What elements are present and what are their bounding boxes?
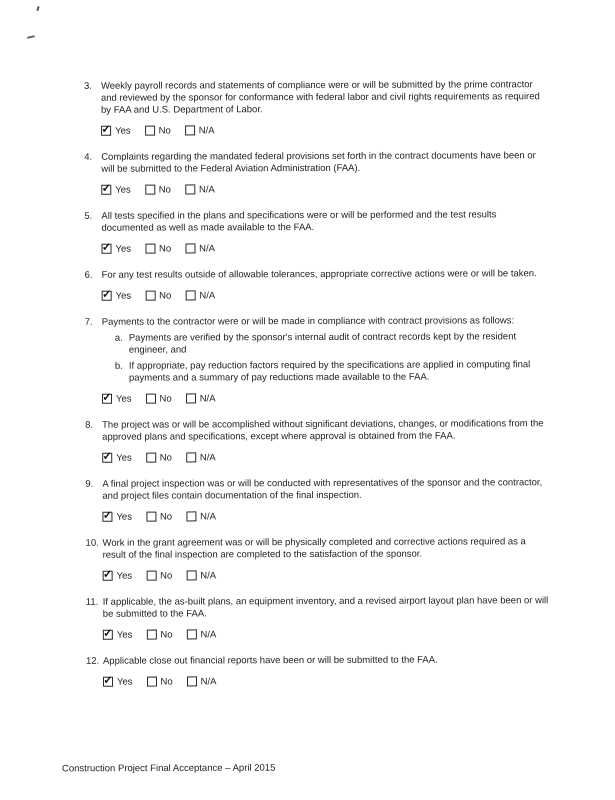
answer-row [101,123,549,137]
item-text: For any test results outside of allowable tolerances, appropriate corrective actions were or will be taken. [101,268,537,281]
no-option [146,452,172,463]
yes-checkbox[interactable] [102,450,112,463]
item-text: Applicable close out financial reports have been or will be submitted to the FAA. [102,654,438,667]
checklist-item [86,595,551,641]
page-footer: Construction Project Final Acceptance – April 2015 [61,762,276,775]
no-label: No [158,184,171,196]
yes-checkbox[interactable] [103,627,113,640]
na-checkbox[interactable] [186,393,196,403]
yes-option [103,570,133,581]
no-checkbox[interactable] [146,571,156,581]
na-option [186,629,216,640]
na-option [185,290,215,301]
no-option [146,570,172,581]
na-checkbox[interactable] [186,511,196,521]
item-number: 8. [85,419,94,431]
item-number: 12. [85,655,100,667]
item-number: 11. [85,596,99,608]
item-body [102,268,550,302]
yes-checkbox[interactable] [102,391,112,404]
yes-option [101,184,131,195]
yes-checkbox[interactable] [103,568,113,581]
no-checkbox[interactable] [146,630,156,640]
yes-label: Yes [116,676,133,688]
answer-row [102,288,550,302]
checkmark-icon: ✓ [101,182,111,195]
na-checkbox[interactable] [186,629,196,639]
sub-item-letter: a. [114,332,123,344]
no-label: No [159,511,173,523]
yes-checkbox[interactable] [102,288,112,301]
checkmark-icon: ✓ [102,450,112,463]
na-label: N/A [199,451,216,463]
yes-option [103,676,133,687]
checklist-item [85,418,550,464]
checklist-item [86,536,551,582]
na-label: N/A [199,392,216,404]
na-label: N/A [200,569,217,581]
item-number: 9. [85,478,94,490]
item-text: Work in the grant agreement was or will be physically completed and corrective actions required as a result of the final inspection are completed to the satisfaction of the sponsor. [102,536,526,561]
yes-option [103,629,133,640]
yes-label: Yes [116,570,133,582]
checkmark-icon: ✓ [102,391,112,404]
item-text: Payments to the contractor were or will be made in compliance with contract provisions as follows: [101,315,515,328]
na-checkbox[interactable] [186,570,196,580]
yes-checkbox[interactable] [101,182,111,195]
checkmark-icon: ✓ [102,509,113,522]
item-body [102,418,550,464]
na-checkbox[interactable] [185,243,195,253]
na-option [185,125,215,136]
sub-item [115,359,550,385]
yes-label: Yes [116,511,132,523]
yes-label: Yes [115,184,131,196]
no-label: No [158,125,171,137]
checklist-item [85,268,550,302]
na-option [186,393,216,404]
no-checkbox[interactable] [146,677,156,687]
no-checkbox[interactable] [146,512,156,522]
checkmark-icon: ✓ [103,674,113,687]
yes-label: Yes [116,393,132,405]
na-checkbox[interactable] [185,184,195,194]
item-body [103,536,551,582]
no-option [145,125,171,136]
answer-row [102,391,550,405]
na-option [186,570,216,581]
sub-item-letter: b. [114,360,123,372]
yes-label: Yes [116,452,132,464]
item-number: 6. [84,269,93,281]
item-body [101,79,549,137]
yes-option [102,393,132,404]
answer-row [101,241,549,255]
item-text: If applicable, the as-built plans, an equipment inventory, and a revised airport layout plan have been or will be submitted to the FAA. [102,595,549,620]
yes-option [101,125,131,136]
checklist-item [84,79,549,137]
item-body [102,315,550,405]
na-label: N/A [198,183,215,195]
checklist-item [84,150,549,196]
checkmark-icon: ✓ [101,241,112,254]
answer-row [103,674,551,688]
item-number: 7. [84,316,93,328]
yes-checkbox[interactable] [101,241,112,254]
na-label: N/A [200,510,216,522]
item-body [103,654,551,688]
na-option [185,184,215,195]
checkmark-icon: ✓ [103,568,113,581]
answer-row [101,182,549,196]
yes-option [102,290,132,301]
no-checkbox[interactable] [145,126,155,136]
na-checkbox[interactable] [185,125,195,135]
na-label: N/A [199,289,216,301]
no-option [146,511,172,522]
no-option [146,676,172,687]
yes-option [102,452,132,463]
item-text: The project was or will be accomplished without significant deviations, changes, or modifications from the approved plans and specifications, except where approval is obtained from the FAA. [102,418,544,443]
yes-checkbox[interactable] [102,509,113,522]
item-text: All tests specified in the plans and specifications were or will be performed and the test results documented as well as made available to the FAA. [101,209,497,234]
sub-item-text: If appropriate, pay reduction factors required by the specifications are applied in computing final payments and a summary of pay reductions made available to the FAA. [128,359,531,384]
scan-artifact [36,6,39,11]
na-option [186,452,216,463]
yes-label: Yes [115,243,132,255]
checkmark-icon: ✓ [102,288,112,301]
item-body [103,595,551,641]
no-checkbox[interactable] [145,185,155,195]
item-text: A final project inspection was or will be conducted with representatives of the sponsor and the contractor, and project files contain documentation of the final inspection. [102,477,543,502]
na-label: N/A [200,628,217,640]
na-checkbox[interactable] [186,452,196,462]
na-label: N/A [200,675,217,687]
na-checkbox[interactable] [187,676,197,686]
item-number: 4. [84,151,93,163]
checklist-item [86,654,551,688]
answer-row [102,450,550,464]
no-option [145,243,171,254]
answer-row [103,627,551,641]
no-option [145,184,171,195]
yes-option [102,511,132,522]
na-checkbox[interactable] [185,290,195,300]
sub-items [102,331,550,385]
item-number: 10. [85,537,99,549]
checklist-item [84,209,549,255]
sub-item [115,331,550,357]
item-text: Weekly payroll records and statements of compliance were or will be submitted by the prime contractor and reviewed by the sponsor for conformance with federal labor and civil rights requirements as required by FAA and U.S. Department of Labor. [100,79,540,116]
na-option [185,243,215,254]
no-label: No [159,452,172,464]
na-label: N/A [198,124,215,136]
item-number: 3. [83,80,92,92]
item-number: 5. [84,210,93,222]
no-label: No [158,243,172,255]
na-label: N/A [199,242,216,254]
yes-label: Yes [115,125,131,137]
yes-label: Yes [116,629,133,641]
no-option [146,393,172,404]
no-label: No [160,570,173,582]
no-label: No [159,290,172,302]
sub-item-text: Payments are verified by the sponsor's internal audit of contract records kept by the resident engineer, and [128,331,517,356]
yes-checkbox[interactable] [101,123,111,136]
yes-checkbox[interactable] [103,674,113,687]
scan-artifact [27,35,35,39]
checklist [84,79,551,703]
answer-row [103,568,551,582]
checklist-item [85,315,550,405]
no-checkbox[interactable] [146,394,156,404]
no-checkbox[interactable] [145,291,155,301]
item-body [101,209,549,255]
item-text: Complaints regarding the mandated federal provisions set forth in the contract documents have been or will be submitted to the Federal Aviation Administration (FAA). [101,150,536,175]
no-label: No [160,629,173,641]
checkmark-icon: ✓ [101,123,111,136]
yes-option [101,243,131,254]
no-checkbox[interactable] [146,453,156,463]
na-option [187,676,217,687]
na-option [186,511,216,522]
item-body [102,477,550,523]
no-label: No [160,676,173,688]
no-label: No [159,393,172,405]
yes-label: Yes [115,290,132,302]
item-body [101,150,549,196]
no-option [146,629,172,640]
no-checkbox[interactable] [145,244,155,254]
checkmark-icon: ✓ [103,627,113,640]
checklist-item [85,477,550,523]
no-option [145,290,171,301]
answer-row [102,509,550,523]
